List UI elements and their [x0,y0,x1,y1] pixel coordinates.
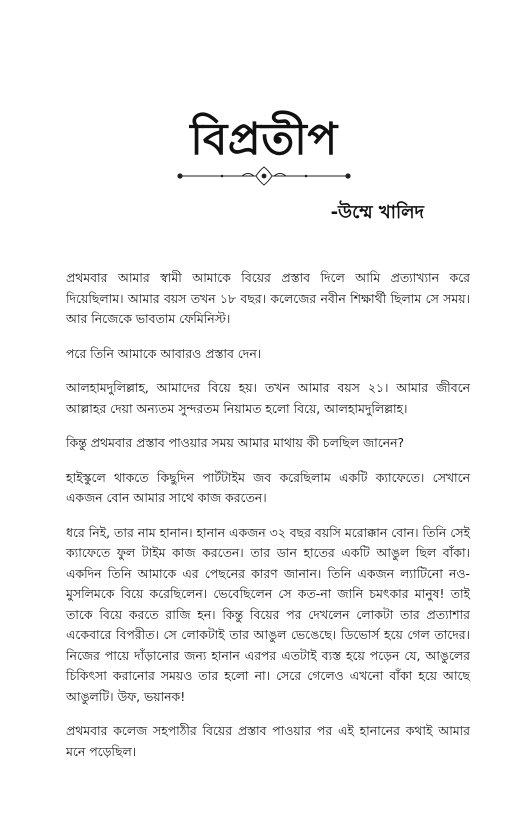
body-text [66,268,470,776]
paragraph: পরে তিনি আমাকে আবারও প্রস্তাব দেন। [66,345,262,361]
paragraph: আলহামদুলিল্লাহ, আমাদের বিয়ে হয়। তখন আমার বয়স ২১। আমার জীবনে আল্লাহর দেয়া অন্যতম সুন্দরতম নিয়ামত হলো বিয়ে, আলহামদুলিল্লাহ। [66,380,470,416]
paragraph: প্রথমবার কলেজ সহপাঠীর বিয়ের প্রস্তাব পাওয়ার পর এই হানানের কথাই আমার মনে পড়েছিল। [66,723,470,759]
paragraph: হাইস্কুলে থাকতে কিছুদিন পার্টটাইম জব করেছিলাম একটি ক্যাফেতে। সেখানে একজন বোন আমার সাথে কাজ করতেন। [66,469,470,505]
paragraph: প্রথমবার আমার স্বামী আমাকে বিয়ের প্রস্তাব দিলে আমি প্রত্যাখ্যান করে দিয়েছিলাম। আমার বয়স তখন ১৮ বছর। কলেজের নবীন শিক্ষার্থী ছিলাম সে সময়। আর নিজেকে ভাবতাম ফেমিনিস্ট। [66,270,470,326]
chapter-title: বিপ্রতীপ [190,114,338,165]
decorative-divider-icon [176,164,352,188]
paragraph: কিন্তু প্রথমবার প্রস্তাব পাওয়ার সময় আমার মাথায় কী চলছিল জানেন? [66,435,405,450]
author-name: -উম্মে খালিদ [330,202,424,223]
paragraph: ধরে নিই, তার নাম হানান। হানান একজন ৩২ বছর বয়সি মরোক্কান বোন। তিনি সেই ক্যাফেতে ফুল টাইম কাজ করতেন। তার ডান হাতের একটি আঙুল ছিল বাঁকা। একদিন তিনি আমাকে এর পেছনের কারণ জানান। তিনি একজন ল্যাটিনো নও-মুসলিমকে বিয়ে করেছিলেন। ভেবেছিলেন সে কত-না জানি চমৎকার মানুষ! তাই তাকে বিয়ে করতে রাজি হন। কিন্তু বিয়ের পর দেখলেন লোকটা তার প্রত্যাশার একেবারে বিপরীত। সে লোকটাই তার আঙুল ভেঙেছে। ডিভোর্স হয়ে গেল তাদের। নিজের পায়ে দাঁড়ানোর জন্য হানান এরপর এতটাই ব্যস্ত হয়ে পড়েন যে, আঙুলের চিকিৎসা করানোর সময়ও তার হলো না। সেরে গেলেও এখনো বাঁকা হয়ে আছে আঙুলটি। উফ, ভয়ানক! [66,524,470,704]
